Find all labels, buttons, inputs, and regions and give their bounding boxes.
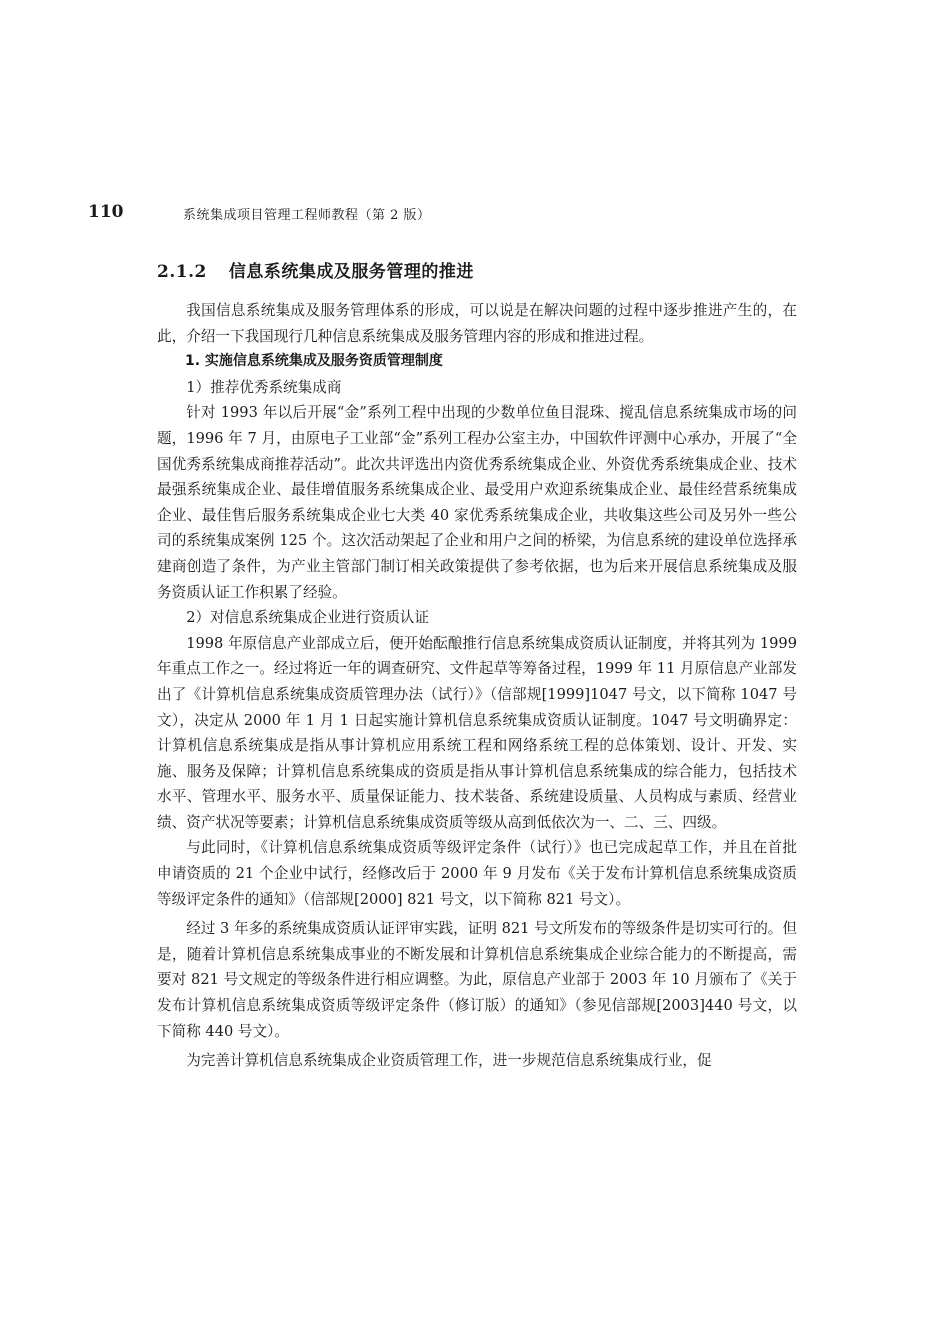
paragraph-improve: 为完善计算机信息系统集成企业资质管理工作，进一步规范信息系统集成行业，促	[186, 1052, 712, 1070]
subsection-heading: 1. 实施信息系统集成及服务资质管理制度	[185, 353, 443, 370]
paragraph-recommend: 针对 1993 年以后开展“金”系列工程中出现的少数单位鱼目混珠、搅乱信息系统集成市场的问题，1996 年 7 月，由原电子工业部“金”系列工程办公室主办，中国软件评测中心承办，开展了“全国优秀系统集成商推荐活动”。此次共评选出内资优秀系统集成企业、外资优秀系统集成企业、技术最强系统集成企业、最佳增值服务系统集成企业、最受用户欢迎系统集成企业、最佳经营系统集成企业、最佳售后服务系统集成企业七大类 40 家优秀系统集成企业，共收集这些公司及另外一些公司的系统集成案例 125 个。这次活动架起了企业和用户之间的桥梁，为信息系统的建设单位选择承建商创造了条件，为产业主管部门制订相关政策提供了参考依据，也为后来开展信息系统集成及服务资质认证工作积累了经验。	[157, 404, 797, 601]
running-head-title: 系统集成项目管理工程师教程（第 2 版）	[183, 208, 431, 223]
page-number: 110	[88, 202, 124, 222]
paragraph-meanwhile: 与此同时，《计算机信息系统集成资质等级评定条件（试行）》也已完成起草工作，并且在首批申请资质的 21 个企业中试行，经修改后于 2000 年 9 月发布《关于发布计算机信息系统集成资质等级评定条件的通知》（信部规[2000] 821 号文，以下简称 821 号文）。	[157, 839, 797, 908]
paragraph-1998: 1998 年原信息产业部成立后，便开始酝酿推行信息系统集成资质认证制度，并将其列为 1999 年重点工作之一。经过将近一年的调查研究、文件起草等筹备过程，1999 年 11 月原信息产业部发出了《计算机信息系统集成资质管理办法（试行）》（信部规[1999]1047 号文，以下简称 1047 号文），决定从 2000 年 1 月 1 日起实施计算机信息系统集成资质认证制度。1047 号文明确界定：计算机信息系统集成是指从事计算机应用系统工程和网络系统工程的总体策划、设计、开发、实施、服务及保障；计算机信息系统集成的资质是指从事计算机信息系统集成的综合能力，包括技术水平、管理水平、服务水平、质量保证能力、技术装备、系统建设质量、人员构成与素质、经营业绩、资产状况等要素；计算机信息系统集成资质等级从高到低依次为一、二、三、四级。	[157, 634, 797, 831]
paragraph-intro: 我国信息系统集成及服务管理体系的形成，可以说是在解决问题的过程中逐步推进产生的，在此，介绍一下我国现行几种信息系统集成及服务管理内容的形成和推进过程。	[157, 302, 797, 345]
body-text	[157, 298, 797, 1074]
item-heading-1: 1）推荐优秀系统集成商	[186, 378, 342, 396]
section-heading	[157, 257, 474, 282]
paragraph-three-years: 经过 3 年多的系统集成资质认证评审实践，证明 821 号文所发布的等级条件是切实可行的。但是，随着计算机信息系统集成事业的不断发展和计算机信息系统集成企业综合能力的不断提高，需要对 821 号文规定的等级条件进行相应调整。为此，原信息产业部于 2003 年 10 月颁布了《关于发布计算机信息系统集成资质等级评定条件（修订版）的通知》（参见信部规[2003]440 号文，以下简称 440 号文）。	[157, 920, 797, 1040]
section-title: 信息系统集成及服务管理的推进	[228, 262, 474, 282]
item-heading-2: 2）对信息系统集成企业进行资质认证	[186, 609, 429, 627]
section-number: 2.1.2	[157, 262, 207, 282]
